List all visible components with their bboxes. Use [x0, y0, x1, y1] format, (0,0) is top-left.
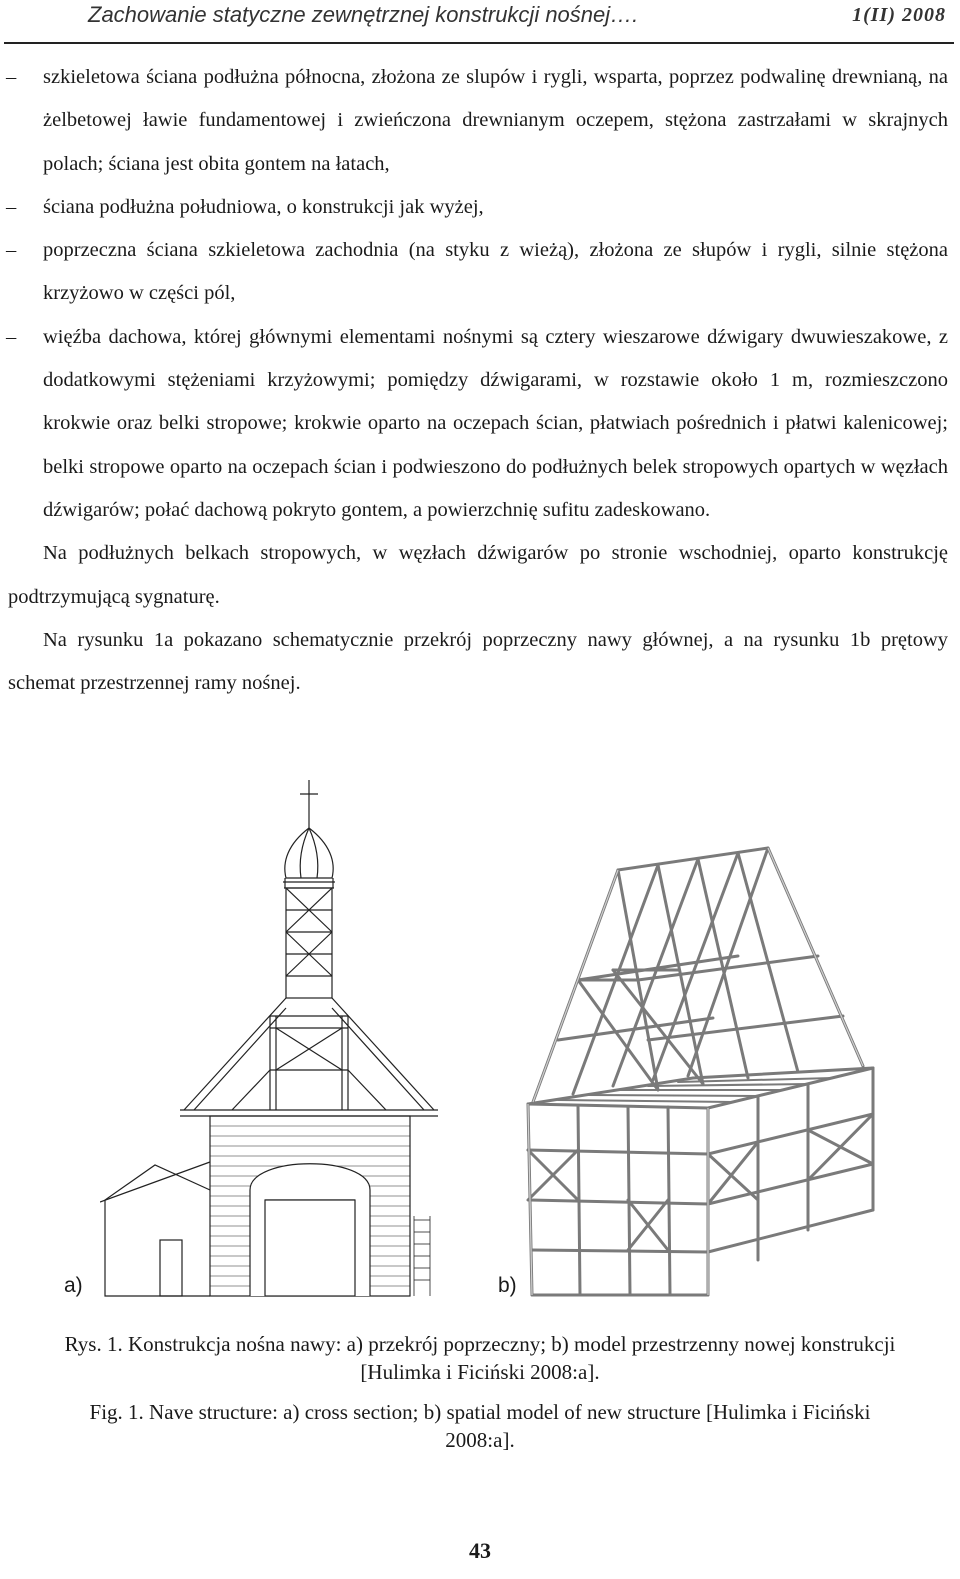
figure-label-a: a)	[64, 1274, 83, 1297]
list-item	[0, 229, 960, 316]
figure-label-b: b)	[498, 1274, 517, 1297]
list-bullet: –	[6, 66, 17, 88]
list-item	[0, 56, 960, 186]
body-text	[0, 56, 960, 705]
list-bullet: –	[6, 239, 17, 262]
running-header-title: Zachowanie statyczne zewnętrznej konstrukcji nośnej….	[88, 2, 639, 27]
list-item-text: szkieletowa ściana podłużna północna, złożona ze slupów i rygli, wsparta, poprzez podwalinę drewnianą, na żelbetowej ławie fundamentowej i zwieńczona drewnianym oczepem, stężona zastrzałami w skrajnych polach; ściana jest obita gontem na łatach,	[43, 66, 948, 175]
list-item	[0, 316, 960, 532]
page-number: 43	[469, 1538, 491, 1563]
running-header	[0, 0, 960, 44]
list-item-text: ściana podłużna południowa, o konstrukcji jak wyżej,	[43, 195, 484, 218]
list-bullet: –	[6, 325, 17, 348]
paragraph: Na podłużnych belkach stropowych, w węzłach dźwigarów po stronie wschodniej, oparto konstrukcję podtrzymującą sygnaturę.	[8, 542, 948, 608]
header-rule	[4, 42, 954, 44]
paragraph: Na rysunku 1a pokazano schematycznie przekrój poprzeczny nawy głównej, a na rysunku 1b prętowy schemat przestrzennej ramy nośnej.	[8, 628, 948, 695]
spatial-model-drawing	[518, 790, 890, 1300]
figure-1	[0, 770, 960, 1310]
list-item-text: więźba dachowa, której głównymi elementami nośnymi są cztery wieszarowe dźwigary dwuwieszakowe, z dodatkowymi stężeniami krzyżowymi; pomiędzy dźwigarami, w rozstawie około 1 m, rozmieszczono krokwie oraz belki stropowe; krokwie oparto na oczepach ścian, płatwiach pośrednich i płatwi kalenicowej; belki stropowe oparto na oczepach ścian i podwieszono do podłużnych belek stropowych opartych w węzłach dźwigarów; połać dachową pokryto gontem, a powierzchnię sufitu zadeskowano.	[43, 325, 948, 521]
list-bullet: –	[6, 195, 17, 218]
list-item-text: poprzeczna ściana szkieletowa zachodnia (na styku z wieżą), złożona ze słupów i rygli, silnie stężona krzyżowo w części pól,	[43, 239, 948, 305]
list-item	[0, 186, 960, 229]
running-header-issue: 1(II) 2008	[852, 4, 946, 26]
figure-caption-en: Fig. 1. Nave structure: a) cross section; b) spatial model of new structure [Hulimka i Ficiński 2008:a].	[89, 1400, 871, 1452]
figure-caption-pl: Rys. 1. Konstrukcja nośna nawy: a) przekrój poprzeczny; b) model przestrzenny nowej konstrukcji [Hulimka i Ficiński 2008:a].	[64, 1332, 896, 1384]
cross-section-drawing	[100, 770, 480, 1300]
